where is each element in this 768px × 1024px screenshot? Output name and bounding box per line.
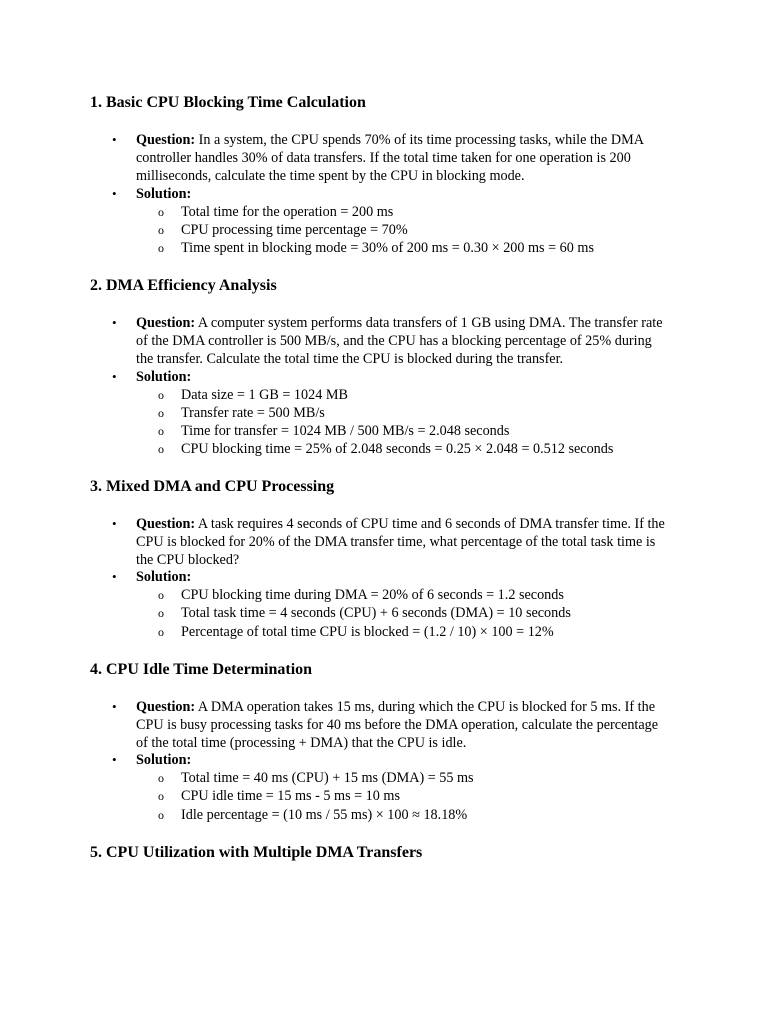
step-text: Percentage of total time CPU is blocked = (1.2 / 10) × 100 = 12% — [181, 624, 554, 640]
sub-bullet-icon: o — [158, 241, 164, 255]
solution-label: Solution: — [136, 186, 192, 202]
question-text: In a system, the CPU spends 70% of its time processing tasks, while the DMA controller handles 30% of data transfers. If the total time taken for one operation is 200 milliseconds, calculate the time spent by the CPU in blocking mode. — [136, 132, 644, 185]
question-text: A task requires 4 seconds of CPU time and 6 seconds of DMA transfer time. If the CPU is blocked for 20% of the DMA transfer time, what percentage of the total task time is the CPU blocked? — [136, 516, 665, 569]
solution-step — [158, 422, 698, 440]
question-label: Question: — [136, 516, 196, 532]
solution-step — [158, 623, 698, 641]
solution-step — [158, 440, 698, 458]
question-item — [112, 515, 672, 570]
step-text: Data size = 1 GB = 1024 MB — [181, 387, 348, 403]
step-text: Total task time = 4 seconds (CPU) + 6 seconds (DMA) = 10 seconds — [181, 605, 571, 621]
solution-label: Solution: — [136, 569, 192, 585]
sub-bullet-icon: o — [158, 588, 164, 602]
solution-label: Solution: — [136, 752, 192, 768]
question-item — [112, 131, 672, 186]
solution-item — [112, 751, 672, 769]
sub-bullet-icon: o — [158, 442, 164, 456]
solution-step — [158, 806, 698, 824]
section-title: Basic CPU Blocking Time Calculation — [106, 94, 366, 111]
solution-label: Solution: — [136, 369, 192, 385]
sub-bullet-icon: o — [158, 808, 164, 822]
sub-bullet-icon: o — [158, 205, 164, 219]
section-number: 4. — [90, 661, 102, 678]
bullet-icon: • — [112, 186, 117, 201]
step-text: Transfer rate = 500 MB/s — [181, 405, 325, 421]
bullet-icon: • — [112, 369, 117, 384]
bullet-icon: • — [112, 315, 117, 330]
sub-bullet-icon: o — [158, 625, 164, 639]
step-text: Time spent in blocking mode = 30% of 200 ms = 0.30 × 200 ms = 60 ms — [181, 240, 594, 256]
sub-bullet-icon: o — [158, 406, 164, 420]
section-title: CPU Idle Time Determination — [106, 661, 313, 678]
solution-step — [158, 586, 698, 604]
question-label: Question: — [136, 315, 196, 331]
question-item — [112, 698, 672, 753]
question-text: A computer system performs data transfers of 1 GB using DMA. The transfer rate of the DMA controller is 500 MB/s, and the CPU has a blocking percentage of 25% during the transfer. Calculate the total time the CPU is blocked during the transfer. — [136, 315, 663, 368]
step-text: CPU idle time = 15 ms - 5 ms = 10 ms — [181, 788, 400, 804]
question-text: A DMA operation takes 15 ms, during which the CPU is blocked for 5 ms. If the CPU is busy processing tasks for 40 ms before the DMA operation, calculate the percentage of the total time (processing + DMA) that the CPU is idle. — [136, 699, 659, 752]
solution-step — [158, 203, 698, 221]
section-4-heading — [90, 660, 312, 680]
sub-bullet-icon: o — [158, 789, 164, 803]
section-1-heading — [90, 93, 366, 113]
step-text: Time for transfer = 1024 MB / 500 MB/s = 2.048 seconds — [181, 423, 510, 439]
step-text: Total time for the operation = 200 ms — [181, 204, 394, 220]
section-number: 1. — [90, 94, 102, 111]
section-number: 2. — [90, 277, 102, 294]
solution-item — [112, 368, 672, 386]
solution-step — [158, 769, 698, 787]
sub-bullet-icon: o — [158, 424, 164, 438]
section-number: 3. — [90, 478, 102, 495]
section-title: DMA Efficiency Analysis — [106, 277, 277, 294]
solution-step — [158, 221, 698, 239]
step-text: Idle percentage = (10 ms / 55 ms) × 100 ≈ 18.18% — [181, 807, 468, 823]
section-number: 5. — [90, 844, 102, 861]
section-3-heading — [90, 477, 334, 497]
step-text: CPU processing time percentage = 70% — [181, 222, 408, 238]
section-title: Mixed DMA and CPU Processing — [106, 478, 335, 495]
sub-bullet-icon: o — [158, 606, 164, 620]
solution-item — [112, 568, 672, 586]
section-5-heading — [90, 843, 422, 863]
bullet-icon: • — [112, 516, 117, 531]
solution-step — [158, 386, 698, 404]
solution-item — [112, 185, 672, 203]
section-title: CPU Utilization with Multiple DMA Transfers — [106, 844, 423, 861]
bullet-icon: • — [112, 132, 117, 147]
solution-step — [158, 239, 698, 257]
step-text: CPU blocking time = 25% of 2.048 seconds = 0.25 × 2.048 = 0.512 seconds — [181, 441, 614, 457]
section-2-heading — [90, 276, 277, 296]
solution-step — [158, 604, 698, 622]
sub-bullet-icon: o — [158, 223, 164, 237]
bullet-icon: • — [112, 569, 117, 584]
sub-bullet-icon: o — [158, 388, 164, 402]
bullet-icon: • — [112, 699, 117, 714]
question-item — [112, 314, 672, 369]
step-text: Total time = 40 ms (CPU) + 15 ms (DMA) = 55 ms — [181, 770, 474, 786]
sub-bullet-icon: o — [158, 771, 164, 785]
solution-step — [158, 404, 698, 422]
bullet-icon: • — [112, 752, 117, 767]
solution-step — [158, 787, 698, 805]
question-label: Question: — [136, 699, 196, 715]
step-text: CPU blocking time during DMA = 20% of 6 seconds = 1.2 seconds — [181, 587, 564, 603]
question-label: Question: — [136, 132, 196, 148]
